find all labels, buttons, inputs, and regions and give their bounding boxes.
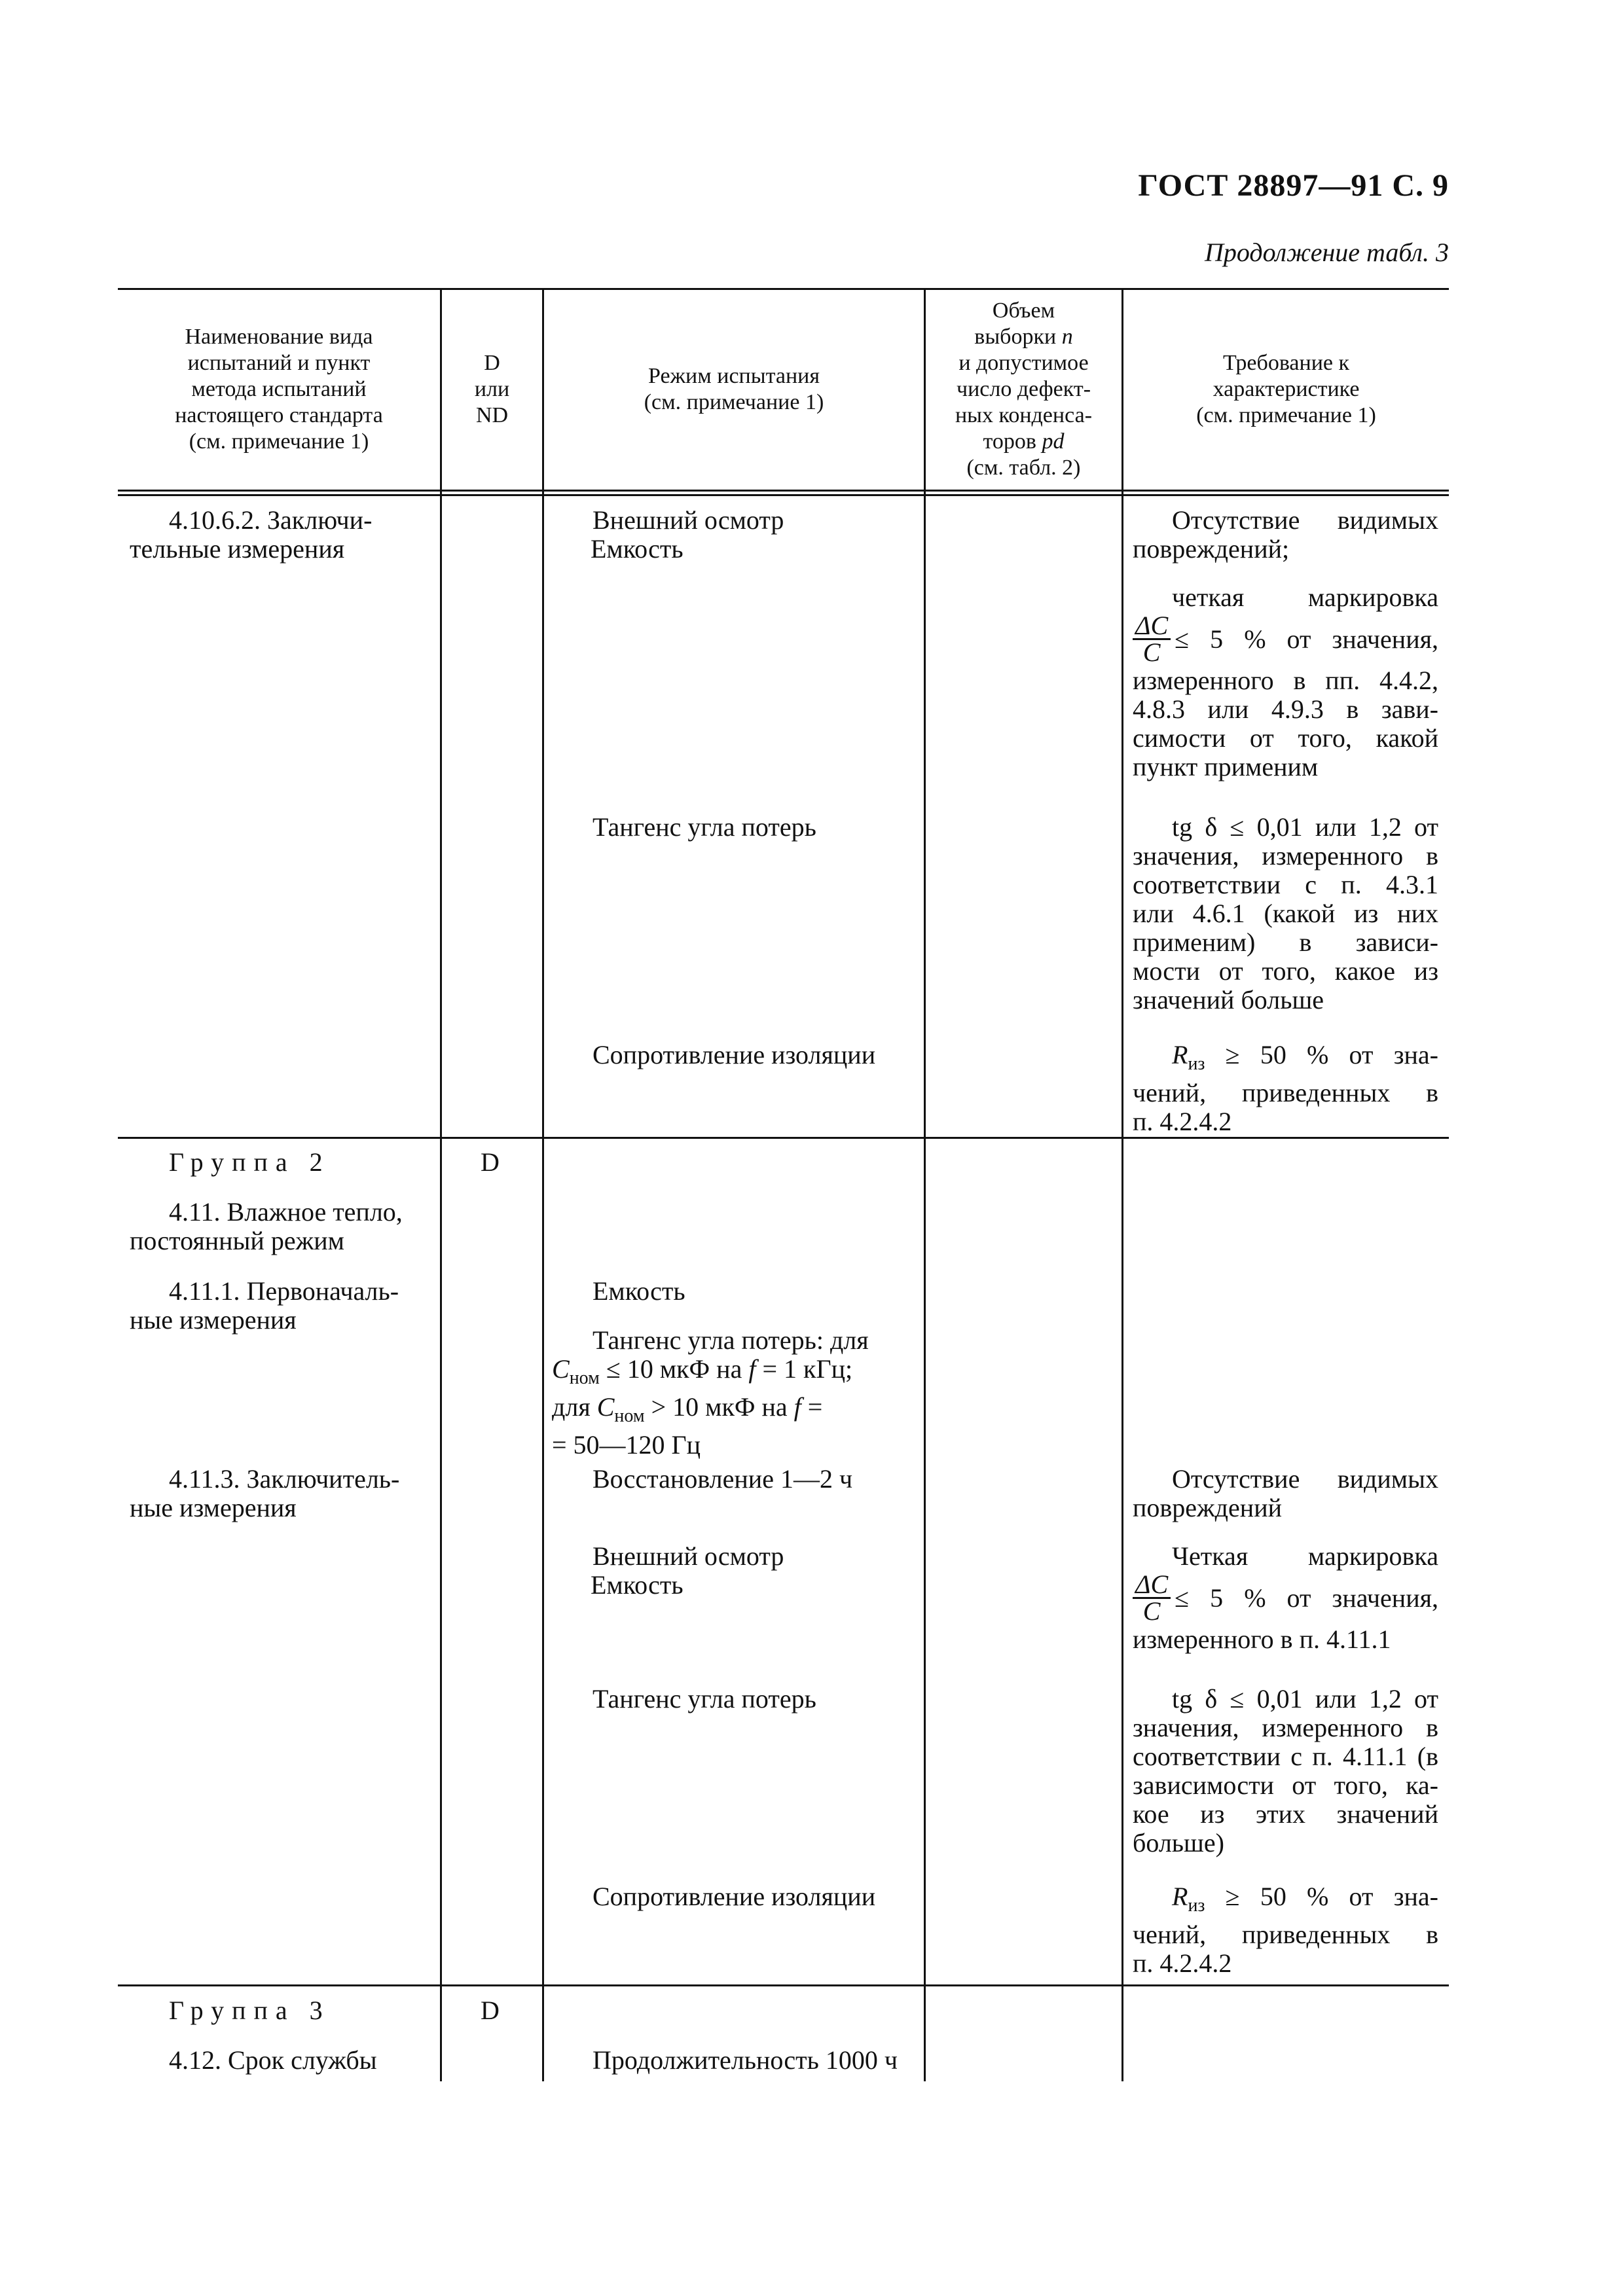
column-header-requirement: Требование к характеристике (см. примечание 1): [1196, 351, 1376, 427]
requirement-loss-tangent-2: tg δ ≤ 0,01 или 1,2 от значения, измеренного в соответствии с п. 4.11.1 (в зависимости от того, ка- кое из этих значений больше): [1133, 1684, 1438, 1857]
column-header-sample-size: Объем выборки n и допустимое число дефект- ных конденса- торов pd (см. табл. 2): [955, 298, 1093, 480]
column-divider-2: [542, 288, 544, 2081]
clause-4-12: 4.12. Срок службы: [169, 2045, 377, 2075]
clause-4-10-6-2: 4.10.6.2. Заключи- тельные измерения: [130, 505, 373, 564]
group-2-d-flag: D: [481, 1147, 500, 1177]
mode-duration: Продолжительность 1000 ч: [593, 2045, 898, 2075]
requirement-no-damage-2: Отсутствие видимых повреждений: [1133, 1464, 1438, 1522]
requirement-loss-tangent: tg δ ≤ 0,01 или 1,2 от значения, измеренного в соответствии с п. 4.3.1 или 4.6.1 (какой из них применим) в зависи- мости от того, какое из значений больше: [1133, 812, 1438, 1014]
column-divider-3: [924, 288, 926, 2081]
mode-loss-tangent-initial: Тангенс угла потерь: для $C_{ном} \le 10$ мкФ на f = 1 кГц; для $C_{ном} > 10$ мкФ на f = = 50—120 Гц: [552, 1325, 869, 1460]
clause-4-11-1: 4.11.1. Первоначаль- ные измерения: [130, 1276, 399, 1335]
clause-4-11-3: 4.11.3. Заключитель- ные измерения: [130, 1464, 400, 1522]
section-divider-2: [118, 1984, 1449, 1986]
requirement-capacitance: четкая маркировка $\frac{\Delta C}{C}$ ≤ 5 % от значения, измеренного в пп. 4.4.2, 4.8.3 или 4.9.3 в зави- симости от того, какой пункт применим: [1133, 583, 1438, 781]
requirement-insulation-resistance: $R_{из} \ge 50$ % от зна- чений, приведенных в п. 4.2.4.2: [1133, 1040, 1438, 1136]
mode-loss-tangent: Тангенс угла потерь: [593, 812, 816, 842]
column-header-test-mode: Режим испытания (см. примечание 1): [644, 364, 824, 414]
mode-capacitance: Емкость: [591, 534, 684, 564]
document-header: ГОСТ 28897—91 С. 9: [1138, 168, 1449, 203]
header-bottom-rule: [118, 490, 1449, 492]
requirement-no-damage: Отсутствие видимых повреждений;: [1133, 505, 1438, 564]
mode-loss-tangent-final: Тангенс угла потерь: [593, 1684, 816, 1713]
requirement-insulation-resistance-2: $R_{из} \ge 50$ % от зна- чений, приведенных в п. 4.2.4.2: [1133, 1882, 1438, 1978]
delta-c-over-c: $\frac{\Delta C}{C}$: [1133, 1572, 1171, 1624]
group-2-label: Группа 2: [169, 1147, 331, 1177]
mode-capacitance-final: Емкость: [591, 1570, 684, 1600]
group-3-label: Группа 3: [169, 1996, 331, 2025]
mode-capacitance-initial: Емкость: [593, 1276, 685, 1306]
column-divider-1: [440, 288, 442, 2081]
header-bottom-rule-2: [118, 494, 1449, 496]
column-header-test-name: Наименование вида испытаний и пункт метода испытаний настоящего стандарта (см. примечание 1): [175, 325, 383, 454]
clause-4-11: 4.11. Влажное тепло, постоянный режим: [130, 1197, 403, 1255]
delta-c-over-c: $\frac{\Delta C}{C}$: [1133, 613, 1171, 665]
requirement-capacitance-2: Четкая маркировка $\frac{\Delta C}{C}$ ≤ 5 % от значения, измеренного в п. 4.11.1: [1133, 1541, 1438, 1654]
mode-visual-inspection: Внешний осмотр: [593, 505, 784, 535]
mode-visual-inspection-final: Внешний осмотр: [593, 1541, 784, 1571]
mode-recovery: Восстановление 1—2 ч: [593, 1464, 853, 1494]
group-3-d-flag: D: [481, 1996, 500, 2025]
table-continuation-label: Продолжение табл. 3: [1204, 238, 1449, 267]
column-header-d-nd: D или ND: [474, 351, 510, 427]
mode-insulation-resistance: Сопротивление изоляции: [593, 1040, 876, 1069]
column-divider-4: [1122, 288, 1123, 2081]
mode-insulation-resistance-final: Сопротивление изоляции: [593, 1882, 876, 1911]
section-divider-1: [118, 1137, 1449, 1139]
table-top-rule: [118, 288, 1449, 290]
